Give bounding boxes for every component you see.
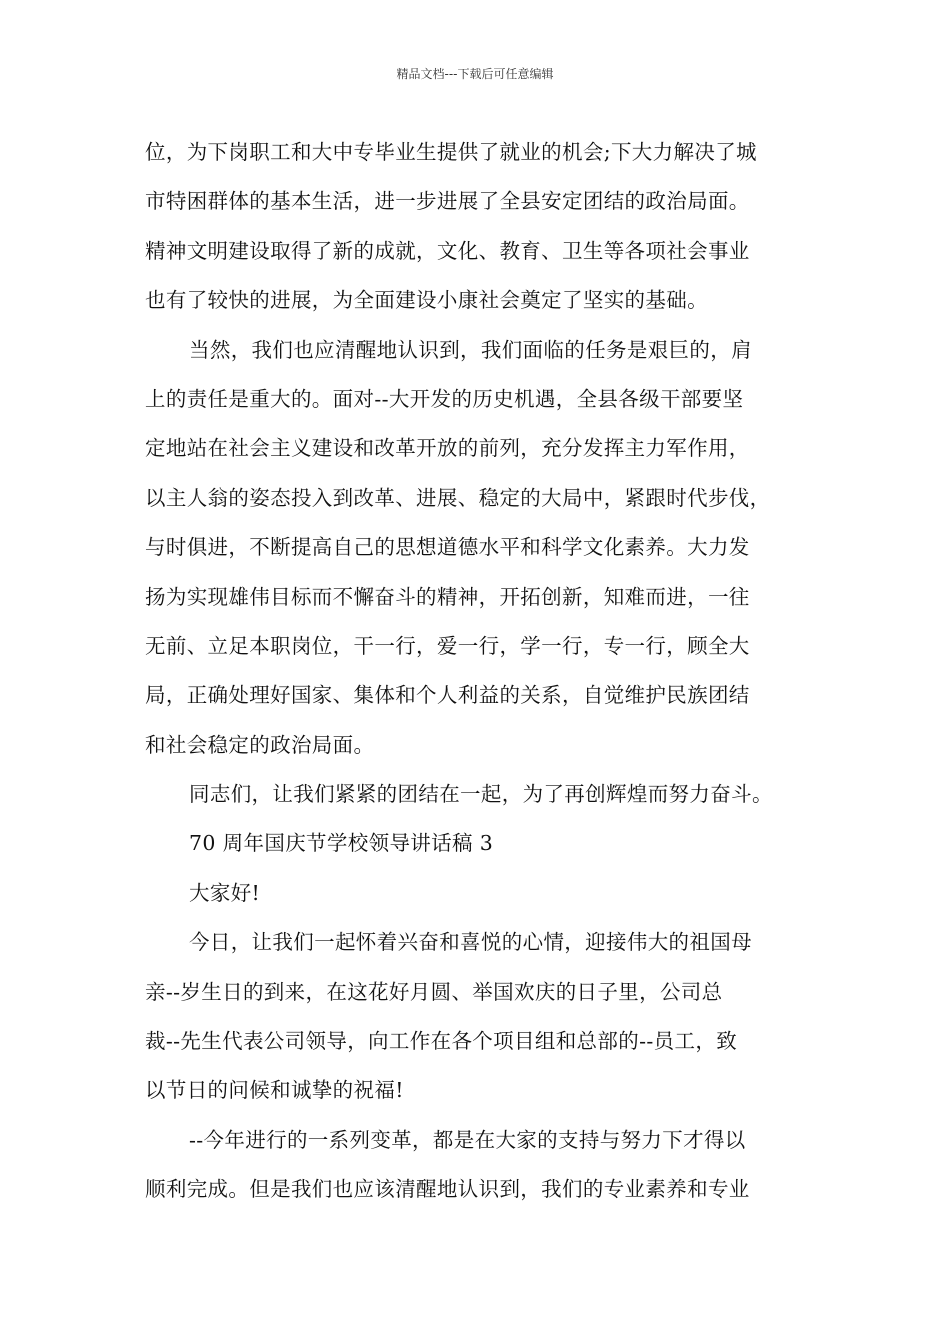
text-line: 70 周年国庆节学校领导讲话稿 3 xyxy=(189,831,494,856)
text-line: 大家好! xyxy=(189,880,261,905)
paragraph xyxy=(145,128,825,326)
text-line: 顺利完成。但是我们也应该清醒地认识到，我们的专业素养和专业 xyxy=(145,1177,750,1202)
text-line: 同志们，让我们紧紧的团结在一起，为了再创辉煌而努力奋斗。 xyxy=(189,782,773,807)
page-header: 精品文档---下载后可任意编辑 xyxy=(396,67,554,81)
text-line: 和社会稳定的政治局面。 xyxy=(145,732,375,757)
text-line: 裁--先生代表公司领导，向工作在各个项目组和总部的--员工，致 xyxy=(145,1029,738,1054)
paragraph xyxy=(145,918,825,1116)
text-line: 上的责任是重大的。面对--大开发的历史机遇，全县各级干部要坚 xyxy=(145,386,744,411)
text-line: --今年进行的一系列变革，都是在大家的支持与努力下才得以 xyxy=(189,1127,746,1152)
paragraph xyxy=(145,770,825,819)
paragraph xyxy=(145,326,825,771)
text-line: 与时俱进，不断提高自己的思想道德水平和科学文化素养。大力发 xyxy=(145,535,750,560)
text-line: 定地站在社会主义建设和改革开放的前列，充分发挥主力军作用， xyxy=(145,436,750,461)
text-line: 局，正确处理好国家、集体和个人利益的关系，自觉维护民族团结 xyxy=(145,683,750,708)
text-line: 当然，我们也应清醒地认识到，我们面临的任务是艰巨的，肩 xyxy=(189,337,752,362)
text-line: 以节日的问候和诚挚的祝福! xyxy=(145,1078,404,1103)
text-line: 扬为实现雄伟目标而不懈奋斗的精神，开拓创新，知难而进，一往 xyxy=(145,584,750,609)
paragraph xyxy=(145,869,825,918)
text-line: 精神文明建设取得了新的成就，文化、教育、卫生等各项社会事业 xyxy=(145,238,750,263)
paragraph xyxy=(145,819,825,868)
text-line: 以主人翁的姿态投入到改革、进展、稳定的大局中，紧跟时代步伐， xyxy=(145,485,771,510)
document-body xyxy=(145,128,825,1215)
text-line: 今日，让我们一起怀着兴奋和喜悦的心情，迎接伟大的祖国母 xyxy=(189,930,752,955)
text-line: 无前、立足本职岗位，干一行，爱一行，学一行，专一行，顾全大 xyxy=(145,633,750,658)
paragraph xyxy=(145,1116,825,1215)
text-line: 位，为下岗职工和大中专毕业生提供了就业的机会;下大力解决了城 xyxy=(145,140,757,164)
text-line: 亲--岁生日的到来，在这花好月圆、举国欢庆的日子里，公司总 xyxy=(145,979,723,1004)
text-line: 也有了较快的进展，为全面建设小康社会奠定了坚实的基础。 xyxy=(145,288,708,313)
text-line: 市特困群体的基本生活，进一步进展了全县安定团结的政治局面。 xyxy=(145,189,750,214)
